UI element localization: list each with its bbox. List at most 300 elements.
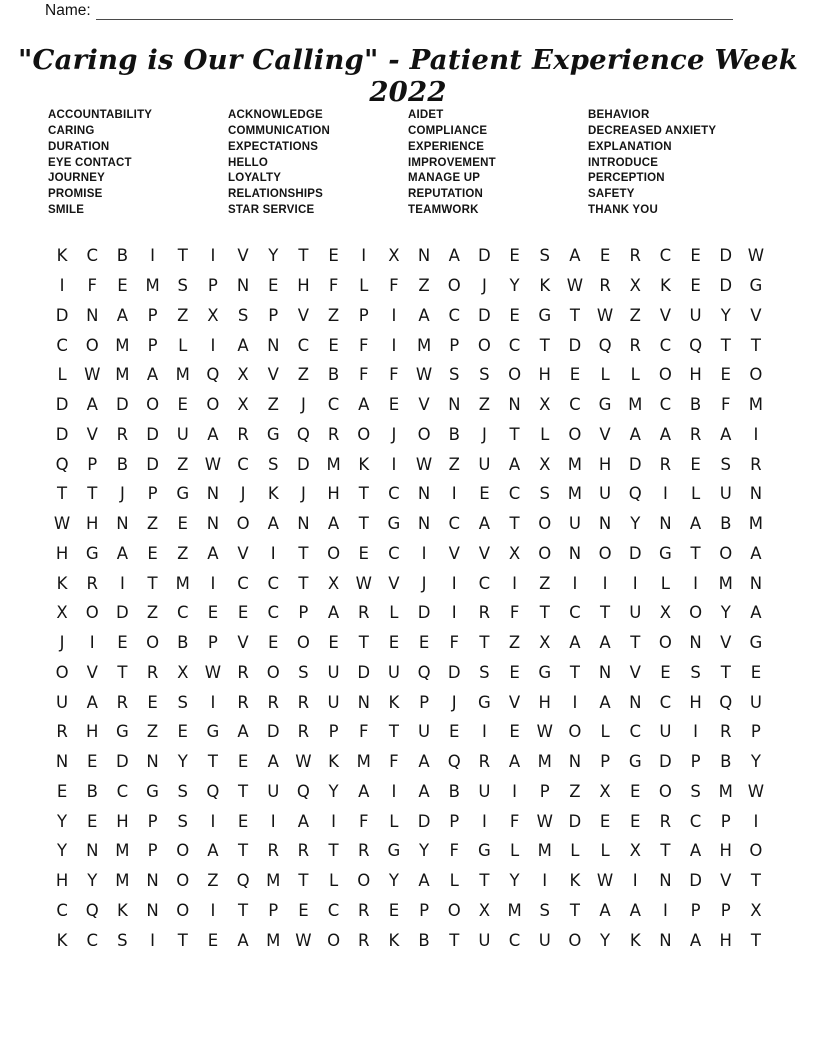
grid-letter: I	[512, 781, 517, 801]
grid-letter: Y	[509, 871, 520, 891]
grid-letter: S	[479, 662, 490, 682]
grid-letter: E	[177, 395, 188, 415]
grid-letter: Q	[447, 752, 461, 772]
grid-letter: Q	[55, 454, 69, 474]
grid-letter: P	[449, 811, 460, 831]
grid-letter: O	[658, 633, 672, 653]
grid-letter: D	[478, 246, 491, 266]
grid-letter: A	[327, 514, 340, 534]
grid-letter: Z	[297, 365, 310, 385]
word-column-2	[228, 108, 408, 219]
grid-letter: A	[599, 633, 611, 653]
grid-letter: L	[600, 841, 610, 861]
grid-letter: P	[720, 811, 731, 831]
grid-letter: T	[569, 662, 580, 682]
grid-letter: D	[146, 454, 159, 474]
grid-letter: V	[237, 633, 249, 653]
grid-letter: M	[326, 454, 341, 474]
grid-letter: M	[115, 841, 130, 861]
grid-letter: P	[147, 841, 158, 861]
grid-letter: A	[448, 246, 460, 266]
grid-letter: L	[389, 603, 399, 623]
grid-letter: A	[508, 752, 521, 772]
grid-letter: P	[358, 305, 369, 325]
grid-letter: E	[509, 662, 520, 682]
grid-letter: M	[537, 752, 552, 772]
grid-letter: E	[750, 662, 762, 682]
grid-letter: C	[237, 454, 249, 474]
grid-letter: Z	[177, 305, 189, 325]
grid-letter: O	[658, 365, 672, 385]
grid-letter: W	[295, 752, 312, 772]
grid-letter: I	[632, 573, 638, 593]
grid-letter: R	[720, 722, 732, 742]
grid-letter: U	[478, 781, 491, 801]
grid-letter: Q	[206, 781, 220, 801]
grid-letter: F	[358, 335, 369, 355]
grid-letter: A	[358, 781, 370, 801]
grid-letter: E	[630, 811, 641, 831]
grid-letter: N	[357, 692, 370, 712]
grid-letter: B	[116, 454, 129, 474]
grid-letter: E	[87, 811, 98, 831]
word-item: BEHAVIOR	[588, 109, 650, 121]
grid-letter: Y	[57, 841, 68, 861]
word-item: REPUTATION	[408, 188, 484, 201]
grid-letter: I	[391, 335, 397, 355]
grid-letter: T	[298, 246, 309, 266]
grid-letter: I	[693, 573, 698, 593]
grid-letter: I	[451, 603, 457, 623]
grid-letter: H	[719, 841, 732, 861]
grid-letter: Y	[600, 930, 611, 950]
grid-letter: T	[720, 335, 731, 355]
grid-letter: N	[689, 633, 702, 653]
grid-letter: M	[115, 871, 130, 891]
grid-letter: I	[421, 543, 427, 563]
word-column-4	[588, 108, 768, 219]
grid-letter: A	[418, 305, 430, 325]
grid-letter: L	[600, 722, 610, 742]
grid-letter: R	[327, 424, 340, 444]
grid-letter: E	[207, 603, 219, 623]
grid-letter: W	[53, 514, 71, 534]
grid-letter: V	[720, 633, 732, 653]
grid-letter: P	[449, 335, 460, 355]
grid-letter: E	[630, 781, 641, 801]
grid-letter: R	[267, 841, 279, 861]
grid-letter: B	[720, 514, 732, 534]
grid-letter: T	[600, 603, 611, 623]
grid-letter: S	[298, 662, 309, 682]
grid-letter: X	[750, 900, 762, 920]
name-row	[45, 1, 745, 20]
grid-letter: E	[268, 276, 279, 296]
grid-letter: O	[538, 514, 552, 534]
grid-letter: Q	[598, 335, 612, 355]
grid-letter: D	[266, 722, 280, 742]
grid-letter: S	[177, 276, 188, 296]
grid-letter: M	[718, 573, 733, 593]
grid-letter: W	[596, 305, 614, 325]
grid-letter: F	[358, 365, 369, 385]
word-column-1	[48, 108, 228, 219]
grid-letter: L	[660, 573, 670, 593]
grid-letter: U	[387, 662, 400, 682]
grid-letter: R	[267, 692, 279, 712]
grid-letter: N	[508, 395, 521, 415]
grid-letter: E	[720, 365, 731, 385]
grid-letter: O	[146, 633, 160, 653]
grid-letter: O	[598, 543, 612, 563]
grid-letter: M	[748, 514, 764, 534]
grid-letter: I	[331, 811, 336, 831]
grid-letter: T	[207, 752, 218, 772]
grid-letter: A	[569, 633, 581, 653]
grid-letter: B	[720, 752, 732, 772]
grid-letter: X	[237, 365, 249, 385]
word-item: COMMUNICATION	[228, 124, 331, 137]
grid-letter: I	[602, 573, 608, 593]
grid-letter: C	[629, 722, 641, 742]
grid-letter: P	[690, 752, 701, 772]
grid-letter: C	[569, 603, 581, 623]
grid-letter: O	[658, 781, 672, 801]
grid-letter: E	[328, 633, 339, 653]
grid-letter: S	[690, 781, 701, 801]
word-item: JOURNEY	[48, 172, 105, 185]
grid-letter: T	[690, 543, 701, 563]
word-item: TEAMWORK	[408, 204, 479, 217]
grid-letter: W	[415, 365, 433, 385]
grid-letter: I	[59, 276, 65, 296]
grid-letter: I	[632, 871, 638, 891]
grid-letter: K	[116, 900, 128, 920]
grid-letter: H	[116, 811, 129, 831]
grid-letter: T	[358, 633, 369, 653]
grid-letter: A	[267, 514, 279, 534]
grid-letter: M	[266, 930, 281, 950]
grid-letter: G	[116, 722, 129, 742]
grid-letter: O	[85, 603, 99, 623]
grid-letter: A	[508, 454, 521, 474]
grid-letter: D	[116, 395, 129, 415]
grid-letter: V	[599, 424, 611, 444]
grid-letter: V	[86, 424, 98, 444]
grid-letter: D	[719, 246, 733, 266]
grid-letter: S	[690, 662, 701, 682]
grid-letter: X	[237, 395, 249, 415]
grid-letter: R	[56, 722, 68, 742]
grid-letter: T	[177, 246, 188, 266]
grid-letter: E	[328, 246, 339, 266]
grid-letter: G	[387, 841, 401, 861]
grid-letter: M	[537, 841, 552, 861]
grid-letter: V	[267, 365, 279, 385]
grid-letter: I	[391, 454, 397, 474]
word-search-grid	[47, 241, 771, 955]
grid-letter: H	[719, 930, 732, 950]
grid-letter: K	[56, 573, 68, 593]
word-item: PROMISE	[48, 188, 103, 201]
grid-letter: U	[478, 454, 491, 474]
grid-letter: T	[449, 930, 460, 950]
grid-letter: C	[86, 930, 98, 950]
grid-letter: P	[298, 603, 309, 623]
grid-letter: E	[569, 365, 581, 385]
grid-letter: W	[84, 365, 101, 385]
grid-letter: A	[629, 900, 641, 920]
grid-letter: H	[55, 543, 69, 563]
grid-letter: R	[86, 573, 98, 593]
grid-letter: L	[570, 841, 580, 861]
grid-letter: O	[749, 365, 763, 385]
grid-letter: S	[479, 365, 490, 385]
grid-letter: E	[237, 752, 249, 772]
grid-letter: O	[689, 603, 703, 623]
word-item: INTRODUCE	[588, 156, 659, 169]
grid-letter: T	[750, 930, 761, 950]
grid-letter: P	[268, 305, 279, 325]
grid-letter: R	[358, 841, 370, 861]
grid-letter: M	[145, 276, 160, 296]
grid-letter: M	[416, 335, 432, 355]
grid-letter: L	[509, 841, 520, 861]
grid-letter: X	[207, 305, 219, 325]
grid-letter: V	[388, 573, 400, 593]
grid-letter: X	[327, 573, 340, 593]
grid-letter: P	[207, 276, 218, 296]
grid-letter: N	[206, 514, 220, 534]
grid-letter: M	[507, 900, 522, 920]
grid-letter: P	[328, 722, 339, 742]
grid-letter: A	[659, 424, 672, 444]
word-item: RELATIONSHIPS	[228, 188, 324, 201]
grid-letter: R	[237, 692, 249, 712]
grid-letter: P	[690, 900, 701, 920]
grid-letter: O	[357, 424, 371, 444]
grid-letter: V	[237, 246, 249, 266]
page-title: "Caring is Our Calling" - Patient Experience Week 2022	[18, 44, 798, 108]
grid-letter: A	[327, 603, 340, 623]
grid-letter: W	[355, 573, 372, 593]
word-item: ACCOUNTABILITY	[48, 109, 153, 121]
grid-letter: E	[147, 543, 158, 563]
grid-letter: Y	[509, 276, 520, 296]
grid-letter: W	[415, 454, 433, 474]
grid-letter: G	[206, 722, 220, 742]
grid-letter: F	[358, 722, 369, 742]
grid-letter: Q	[236, 871, 250, 891]
grid-letter: T	[238, 781, 249, 801]
grid-letter: N	[146, 752, 159, 772]
grid-letter: U	[327, 692, 340, 712]
grid-letter: D	[297, 454, 310, 474]
grid-letter: C	[448, 305, 460, 325]
grid-letter: Y	[750, 752, 761, 772]
grid-letter: Q	[296, 781, 310, 801]
grid-letter: F	[509, 603, 520, 623]
grid-letter: B	[177, 633, 189, 653]
grid-letter: A	[478, 514, 491, 534]
grid-letter: Z	[207, 871, 219, 891]
grid-letter: N	[568, 752, 582, 772]
grid-letter: O	[508, 365, 522, 385]
grid-letter: X	[539, 633, 551, 653]
grid-letter: E	[660, 662, 671, 682]
grid-letter: L	[57, 365, 67, 385]
grid-letter: I	[210, 246, 216, 266]
word-item: EXPERIENCE	[408, 140, 485, 153]
grid-letter: P	[419, 900, 430, 920]
grid-letter: V	[659, 305, 672, 325]
word-item: HELLO	[228, 156, 268, 169]
grid-letter: R	[629, 335, 641, 355]
name-label: Name:	[45, 2, 91, 19]
grid-letter: R	[659, 811, 672, 831]
grid-letter: C	[508, 335, 521, 355]
grid-letter: A	[750, 543, 762, 563]
grid-letter: Q	[296, 424, 310, 444]
grid-letter: A	[86, 692, 98, 712]
grid-letter: O	[327, 930, 341, 950]
grid-letter: D	[478, 305, 491, 325]
grid-letter: I	[210, 573, 216, 593]
grid-letter: J	[300, 395, 306, 415]
grid-letter: O	[266, 662, 280, 682]
grid-letter: O	[146, 395, 160, 415]
grid-letter: F	[389, 752, 399, 772]
word-item: AIDET	[408, 109, 444, 121]
grid-letter: T	[388, 722, 399, 742]
grid-letter: A	[750, 603, 762, 623]
grid-letter: E	[479, 484, 490, 504]
grid-letter: C	[508, 930, 521, 950]
grid-letter: U	[719, 484, 732, 504]
grid-letter: R	[629, 246, 641, 266]
grid-letter: E	[298, 900, 309, 920]
grid-letter: U	[659, 722, 672, 742]
grid-letter: I	[210, 692, 216, 712]
grid-letter: W	[204, 662, 222, 682]
grid-letter: I	[210, 900, 216, 920]
grid-letter: G	[538, 305, 552, 325]
grid-letter: D	[417, 811, 431, 831]
grid-letter: L	[178, 335, 188, 355]
grid-letter: N	[448, 395, 461, 415]
grid-letter: K	[569, 871, 581, 891]
grid-letter: Y	[87, 871, 98, 891]
grid-letter: T	[569, 305, 580, 325]
grid-letter: N	[146, 871, 159, 891]
grid-letter: R	[358, 603, 370, 623]
grid-letter: H	[689, 692, 702, 712]
grid-letter: T	[328, 841, 339, 861]
grid-letter: I	[361, 246, 367, 266]
grid-letter: S	[177, 781, 188, 801]
grid-letter: G	[749, 276, 763, 296]
grid-letter: T	[298, 871, 309, 891]
grid-letter: O	[327, 543, 341, 563]
grid-letter: X	[599, 781, 611, 801]
grid-letter: G	[387, 514, 401, 534]
grid-letter: K	[358, 454, 370, 474]
grid-letter: N	[55, 752, 69, 772]
grid-letter: G	[146, 781, 159, 801]
name-fill-line[interactable]	[96, 2, 733, 20]
grid-letter: A	[599, 900, 611, 920]
grid-letter: I	[391, 781, 397, 801]
grid-letter: T	[479, 871, 490, 891]
grid-letter: E	[388, 633, 400, 653]
grid-letter: Z	[569, 781, 581, 801]
grid-letter: T	[479, 633, 490, 653]
grid-letter: Z	[267, 395, 279, 415]
grid-letter: Z	[177, 543, 189, 563]
grid-letter: O	[477, 335, 491, 355]
grid-letter: Z	[327, 305, 340, 325]
grid-letter: C	[56, 335, 68, 355]
grid-letter: N	[629, 692, 642, 712]
grid-letter: W	[295, 930, 312, 950]
grid-letter: Z	[418, 276, 430, 296]
grid-letter: C	[689, 811, 702, 831]
grid-letter: H	[538, 365, 551, 385]
grid-letter: A	[629, 424, 641, 444]
grid-letter: V	[750, 305, 762, 325]
grid-letter: U	[327, 662, 340, 682]
grid-letter: H	[598, 454, 612, 474]
grid-letter: I	[119, 573, 125, 593]
grid-letter: N	[86, 305, 99, 325]
grid-letter: J	[481, 276, 487, 296]
grid-letter: M	[175, 365, 190, 385]
grid-letter: I	[150, 246, 155, 266]
grid-letter: A	[418, 752, 430, 772]
grid-letter: J	[391, 424, 397, 444]
grid-letter: B	[116, 246, 129, 266]
grid-letter: M	[628, 395, 643, 415]
grid-letter: P	[207, 633, 218, 653]
grid-letter: N	[206, 484, 220, 504]
grid-letter: P	[419, 692, 430, 712]
grid-letter: I	[753, 424, 759, 444]
grid-letter: X	[539, 395, 551, 415]
grid-letter: I	[542, 871, 548, 891]
grid-letter: R	[116, 692, 129, 712]
grid-letter: E	[328, 335, 339, 355]
grid-letter: T	[87, 484, 98, 504]
grid-letter: X	[478, 900, 491, 920]
grid-letter: D	[417, 603, 431, 623]
grid-letter: C	[56, 900, 68, 920]
grid-letter: G	[598, 395, 612, 415]
grid-letter: K	[56, 246, 68, 266]
grid-letter: G	[749, 633, 763, 653]
grid-letter: X	[659, 603, 672, 623]
grid-letter: O	[568, 424, 582, 444]
grid-letter: U	[629, 603, 642, 623]
grid-letter: V	[418, 395, 430, 415]
grid-letter: T	[298, 543, 309, 563]
grid-letter: V	[508, 692, 521, 712]
grid-letter: A	[237, 930, 249, 950]
grid-letter: J	[421, 573, 427, 593]
grid-letter: Z	[146, 514, 159, 534]
grid-letter: R	[146, 662, 159, 682]
grid-letter: Y	[57, 811, 68, 831]
grid-letter: C	[267, 603, 279, 623]
